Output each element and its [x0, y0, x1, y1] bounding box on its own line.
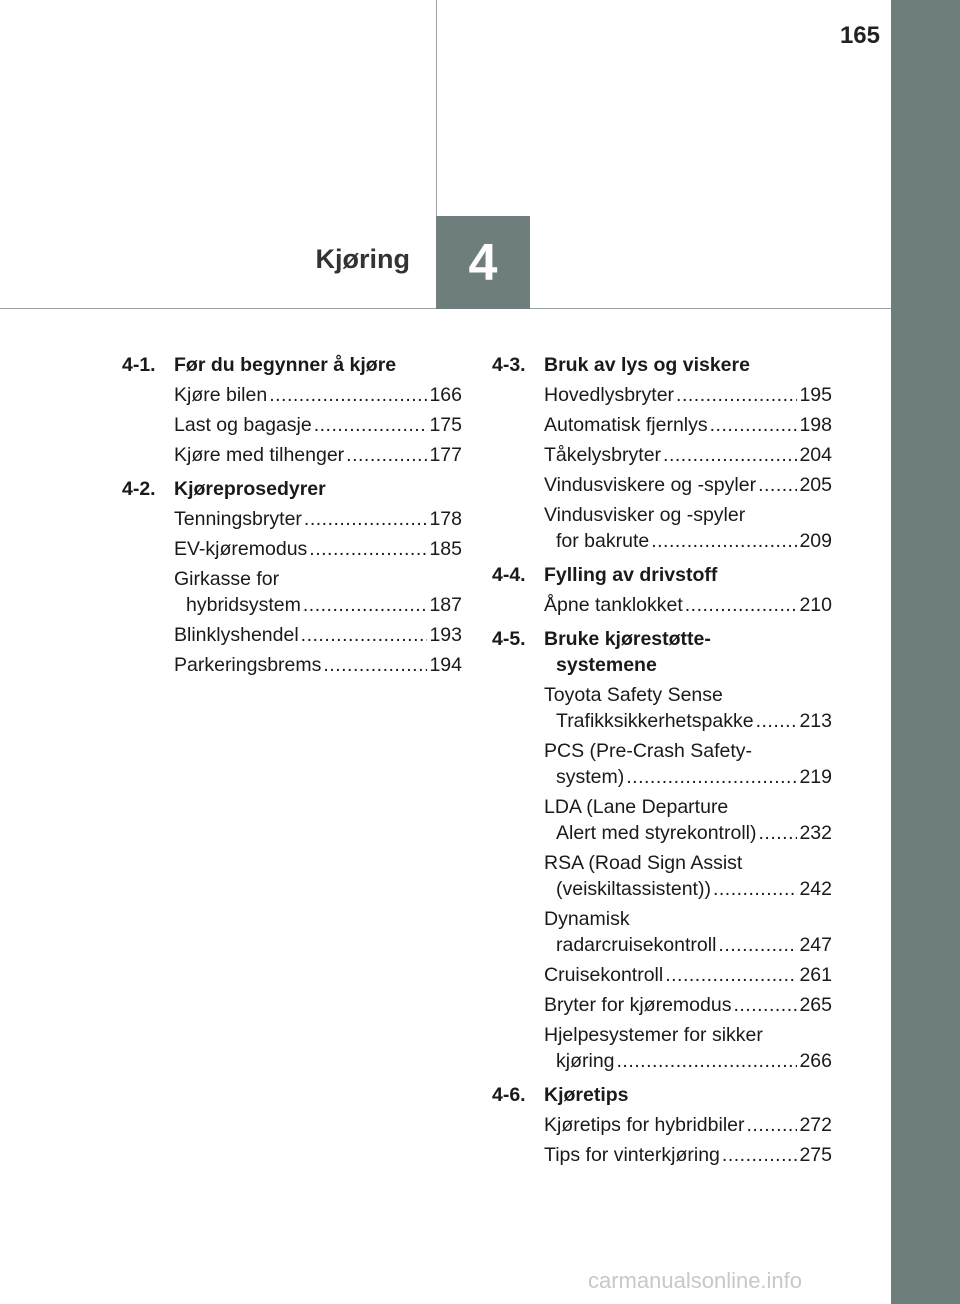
toc-entry[interactable]: [492, 472, 832, 498]
section-number: 4-4.: [492, 564, 526, 586]
section-number: 4-6.: [492, 1084, 526, 1106]
section-title: Før du begynner å kjøre: [174, 354, 397, 376]
toc-entry[interactable]: [492, 382, 832, 408]
entry-label: Blinklyshendel: [174, 624, 299, 646]
entry-label: EV-kjøremodus: [174, 538, 308, 560]
entry-page-number: 195: [799, 384, 832, 406]
dot-leader: [713, 876, 798, 902]
entry-label-first-line: Girkasse for: [174, 568, 280, 590]
entry-label: Bryter for kjøremodus: [544, 994, 732, 1016]
entry-page-number: 205: [799, 474, 832, 496]
entry-page-number: 194: [429, 654, 462, 676]
chapter-number: 4: [468, 233, 498, 292]
entry-page-number: 219: [799, 766, 832, 788]
entry-label: Tenningsbryter: [174, 508, 302, 530]
entry-page-number: 209: [799, 530, 832, 552]
toc-entry[interactable]: [492, 1142, 832, 1168]
entry-label: Kjøre med tilhenger: [174, 444, 345, 466]
dot-leader: [323, 652, 427, 678]
entry-page-number: 261: [799, 964, 832, 986]
entry-label: Kjøre bilen: [174, 384, 268, 406]
entry-label: radarcruisekontroll: [556, 934, 717, 956]
dot-leader: [685, 592, 798, 618]
toc-section-heading[interactable]: [122, 476, 462, 502]
entry-label: Automatisk fjernlys: [544, 414, 708, 436]
toc-entry[interactable]: [492, 412, 832, 438]
entry-label: Parkeringsbrems: [174, 654, 322, 676]
entry-label-first-line: Vindusvisker og -spyler: [544, 504, 746, 526]
toc-section-heading[interactable]: [492, 562, 832, 588]
entry-label-first-line: Toyota Safety Sense: [544, 684, 723, 706]
entry-page-number: 204: [799, 444, 832, 466]
toc-section-heading[interactable]: [492, 1082, 832, 1108]
entry-label-first-line: LDA (Lane Departure: [544, 796, 729, 818]
dot-leader: [722, 1142, 798, 1168]
entry-page-number: 185: [429, 538, 462, 560]
entry-label: Kjøretips for hybridbiler: [544, 1114, 745, 1136]
entry-label: hybridsystem: [186, 594, 301, 616]
dot-leader: [756, 708, 798, 734]
entry-page-number: 272: [799, 1114, 832, 1136]
section-number: 4-3.: [492, 354, 526, 376]
toc-entry[interactable]: [122, 382, 462, 408]
section-title: Fylling av drivstoff: [544, 564, 718, 586]
dot-leader: [314, 412, 428, 438]
section-number: 4-2.: [122, 478, 156, 500]
toc-section-heading[interactable]: [122, 352, 462, 378]
toc-entry[interactable]: [492, 962, 832, 988]
chapter-title: Kjøring: [315, 244, 410, 274]
entry-label: Last og bagasje: [174, 414, 312, 436]
entry-label: Trafikksikkerhetspakke: [556, 710, 754, 732]
toc-entry[interactable]: [122, 566, 462, 618]
dot-leader: [733, 992, 797, 1018]
toc-entry[interactable]: [122, 536, 462, 562]
entry-page-number: 266: [799, 1050, 832, 1072]
dot-leader: [301, 622, 428, 648]
dot-leader: [617, 1048, 798, 1074]
toc-entry[interactable]: [492, 850, 832, 902]
toc-entry[interactable]: [492, 442, 832, 468]
entry-label: (veiskiltassistent)): [556, 878, 711, 900]
toc-entry[interactable]: [492, 502, 832, 554]
dot-leader: [746, 1112, 797, 1138]
entry-label-first-line: Dynamisk: [544, 908, 630, 930]
toc-right-column: [492, 352, 832, 1176]
toc-section-heading[interactable]: [492, 626, 832, 678]
entry-page-number: 213: [799, 710, 832, 732]
entry-label: Cruisekontroll: [544, 964, 664, 986]
entry-page-number: 242: [799, 878, 832, 900]
entry-page-number: 198: [799, 414, 832, 436]
section-number: 4-5.: [492, 628, 526, 650]
entry-label: Åpne tanklokket: [544, 594, 683, 616]
vertical-rule: [436, 0, 437, 216]
section-title: Kjøreprosedyrer: [174, 478, 326, 500]
dot-leader: [626, 764, 797, 790]
toc-left-column: [122, 352, 462, 686]
toc-entry[interactable]: [122, 622, 462, 648]
toc-entry[interactable]: [492, 738, 832, 790]
watermark: carmanualsonline.info: [588, 1268, 803, 1293]
dot-leader: [651, 528, 797, 554]
section-title: Kjøretips: [544, 1084, 629, 1106]
section-title-continued: systemene: [556, 654, 657, 676]
page-number: 165: [839, 22, 880, 49]
toc-entry[interactable]: [122, 412, 462, 438]
toc-section-heading[interactable]: [492, 352, 832, 378]
entry-page-number: 275: [799, 1144, 832, 1166]
toc-entry[interactable]: [492, 592, 832, 618]
entry-page-number: 193: [429, 624, 462, 646]
entry-label: kjøring: [556, 1050, 615, 1072]
section-number: 4-1.: [122, 354, 156, 376]
entry-label-first-line: RSA (Road Sign Assist: [544, 852, 743, 874]
dot-leader: [304, 506, 428, 532]
entry-label-first-line: Hjelpesystemer for sikker: [544, 1024, 763, 1046]
dot-leader: [665, 962, 797, 988]
section-title: Bruk av lys og viskere: [544, 354, 750, 376]
entry-page-number: 166: [429, 384, 462, 406]
dot-leader: [758, 820, 797, 846]
dot-leader: [269, 382, 427, 408]
entry-page-number: 232: [799, 822, 832, 844]
toc-entry[interactable]: [492, 682, 832, 734]
dot-leader: [710, 412, 798, 438]
toc-entry[interactable]: [492, 1022, 832, 1074]
dot-leader: [676, 382, 797, 408]
entry-page-number: 210: [799, 594, 832, 616]
entry-label: Tips for vinterkjøring: [544, 1144, 720, 1166]
toc-entry[interactable]: [492, 1112, 832, 1138]
toc-entry[interactable]: [492, 906, 832, 958]
entry-label: Vindusviskere og -spyler: [544, 474, 757, 496]
dot-leader: [303, 592, 428, 618]
toc-entry[interactable]: [122, 442, 462, 468]
entry-label: Tåkelysbryter: [544, 444, 662, 466]
dot-leader: [346, 442, 427, 468]
dot-leader: [663, 442, 797, 468]
entry-page-number: 265: [799, 994, 832, 1016]
section-title: Bruke kjørestøtte-: [544, 628, 711, 650]
entry-page-number: 247: [799, 934, 832, 956]
chapter-side-bar: [891, 0, 960, 1304]
entry-page-number: 178: [429, 508, 462, 530]
dot-leader: [758, 472, 797, 498]
entry-label: Alert med styrekontroll): [556, 822, 757, 844]
entry-label-first-line: PCS (Pre-Crash Safety-: [544, 740, 753, 762]
toc-entry[interactable]: [122, 506, 462, 532]
toc-entry[interactable]: [122, 652, 462, 678]
toc-entry[interactable]: [492, 794, 832, 846]
entry-page-number: 175: [429, 414, 462, 436]
dot-leader: [309, 536, 427, 562]
entry-label: Hovedlysbryter: [544, 384, 675, 406]
entry-label: for bakrute: [556, 530, 650, 552]
entry-label: system): [556, 766, 625, 788]
entry-page-number: 187: [429, 594, 462, 616]
entry-page-number: 177: [429, 444, 462, 466]
toc-entry[interactable]: [492, 992, 832, 1018]
dot-leader: [718, 932, 797, 958]
chapter-number-box: [436, 216, 530, 309]
